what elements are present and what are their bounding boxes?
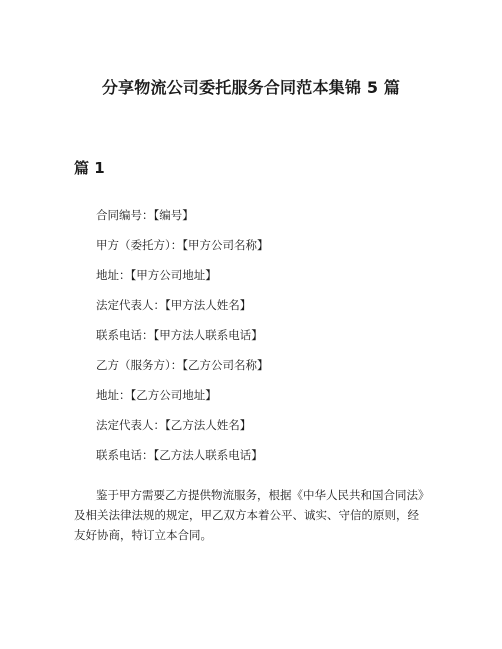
- preamble-paragraph: [74, 485, 440, 545]
- party-a-address-field: 地址：【甲方公司地址】: [96, 268, 217, 282]
- party-a-legal-rep-field: 法定代表人：【甲方法人姓名】: [96, 298, 252, 312]
- party-b-phone-field: 联系电话：【乙方法人联系电话】: [96, 448, 263, 462]
- section-heading: 篇 1: [74, 159, 105, 177]
- party-b-address-field: 地址：【乙方公司地址】: [96, 388, 217, 402]
- party-a-phone-field: 联系电话：【甲方法人联系电话】: [96, 328, 263, 342]
- contract-party-fields: [96, 205, 269, 475]
- party-b-legal-rep-field: 法定代表人：【乙方法人姓名】: [96, 418, 252, 432]
- paragraph-line: 鉴于甲方需要乙方提供物流服务，根据《中华人民共和国合同法》: [96, 488, 430, 502]
- paragraph-line: 友好协商，特订立本合同。: [74, 528, 212, 542]
- document-title: 分享物流公司委托服务合同范本集锦 5 篇: [101, 78, 401, 97]
- party-b-name-field: 乙方（服务方）：【乙方公司名称】: [96, 358, 269, 372]
- paragraph-line: 及相关法律法规的规定，甲乙双方本着公平、诚实、守信的原则，经: [74, 508, 419, 522]
- party-a-name-field: 甲方（委托方）：【甲方公司名称】: [96, 238, 269, 252]
- contract-number-field: 合同编号：【编号】: [96, 208, 194, 222]
